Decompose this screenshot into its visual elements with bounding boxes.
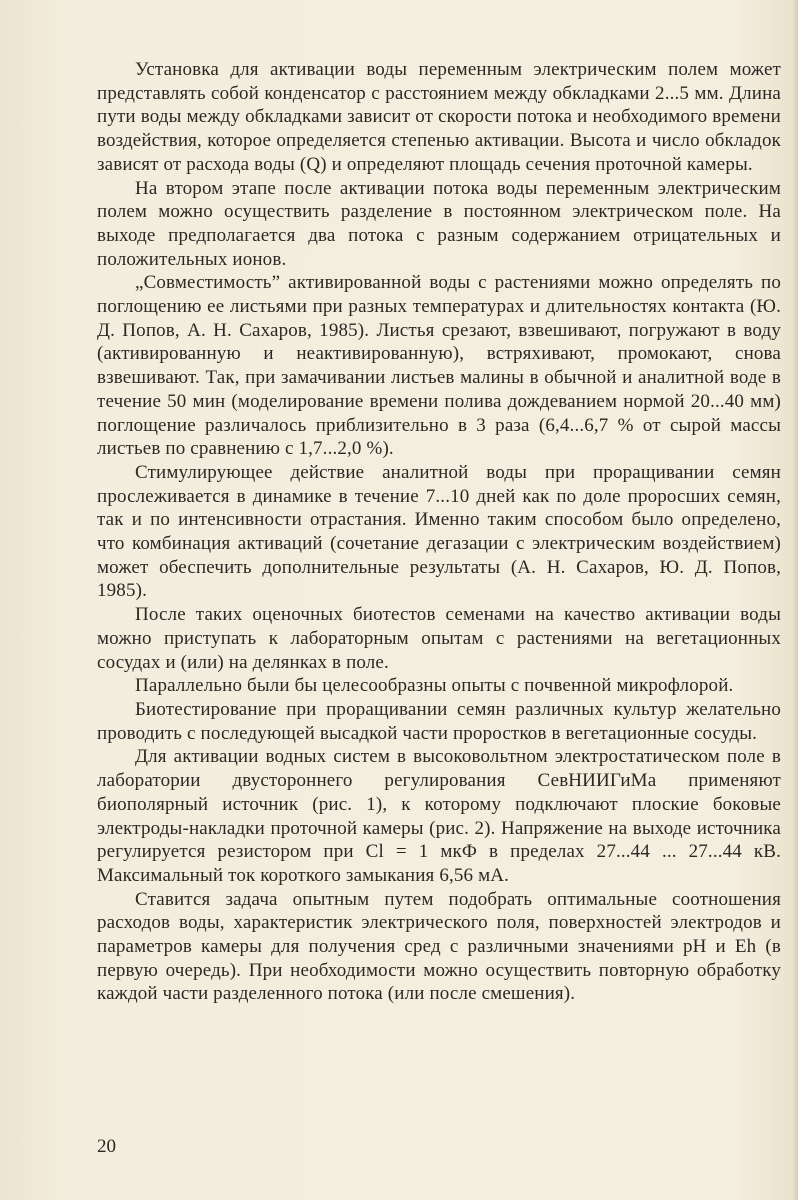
paragraph-4: Стимулирующее действие аналитной воды при проращивании семян прослеживается в динамике в течение 7...10 дней как по доле проросших семян, так и по интенсивности отрастания. Именно таким способом было определено, что комбинация активаций (сочетание дегазации с электрическим воздействием) может обеспечить дополнительные результаты (А. Н. Сахаров, Ю. Д. Попов, 1985).: [97, 461, 781, 602]
paragraph-8: Для активации водных систем в высоковольтном электростатическом поле в лаборатории двустороннего регулирования СевНИИГиМа применяют биополярный источник (рис. 1), к которому подключают плоские боковые электроды-накладки проточной камеры (рис. 2). Напряжение на выходе источника регулируется резистором при Cl = 1 мкФ в пределах 27...44 ... 27...44 кВ. Максимальный ток короткого замыкания 6,56 мА.: [97, 746, 781, 886]
paragraph-6: Параллельно были бы целесообразны опыты с почвенной микрофлорой.: [135, 675, 734, 697]
page-number: 20: [97, 1136, 116, 1157]
paragraph-1: Установка для активации воды переменным электрическим полем может представлять собой конденсатор с расстоянием между обкладками 2...5 мм. Длина пути воды между обкладками зависит от скорости потока и необходимого времени воздействия, которое определяется степенью активации. Высота и число обкладок зависят от расхода воды (Q) и определяют площадь сечения проточной камеры.: [97, 59, 781, 175]
page-edge-shadow: [792, 0, 798, 1200]
paragraph-3: „Совместимость” активированной воды с растениями можно определять по поглощению ее листьями при разных температурах и длительностях контакта (Ю. Д. Попов, А. Н. Сахаров, 1985). Листья срезают, взвешивают, погружают в воду (активированную и неактивированную), встряхивают, промокают, снова взвешивают. Так, при замачивании листьев малины в обычной и аналитной воде в течение 50 мин (моделирование времени полива дождеванием нормой 20...40 мм) поглощение различалось приблизительно в 3 раза (6,4...6,7 % от сырой массы листьев по сравнению с 1,7...2,0 %).: [97, 272, 781, 460]
body-text: [97, 58, 781, 1006]
paragraph-7: Биотестирование при проращивании семян различных культур желательно проводить с последующей высадкой части проростков в вегетационные сосуды.: [97, 698, 781, 744]
paragraph-9: Ставится задача опытным путем подобрать оптимальные соотношения расходов воды, характеристик электрического поля, поверхностей электродов и параметров камеры для получения сред с различными значениями pH и Eh (в первую очередь). При необходимости можно осуществить повторную обработку каждой части разделенного потока (или после смешения).: [97, 888, 781, 1005]
paragraph-2: На втором этапе после активации потока воды переменным электрическим полем можно осуществить разделение в постоянном электрическом поле. На выходе предполагается два потока с разным содержанием отрицательных и положительных ионов.: [97, 177, 781, 270]
paragraph-5: После таких оценочных биотестов семенами на качество активации воды можно приступать к лабораторным опытам с растениями на вегетационных сосудах и (или) на делянках в поле.: [97, 604, 781, 673]
